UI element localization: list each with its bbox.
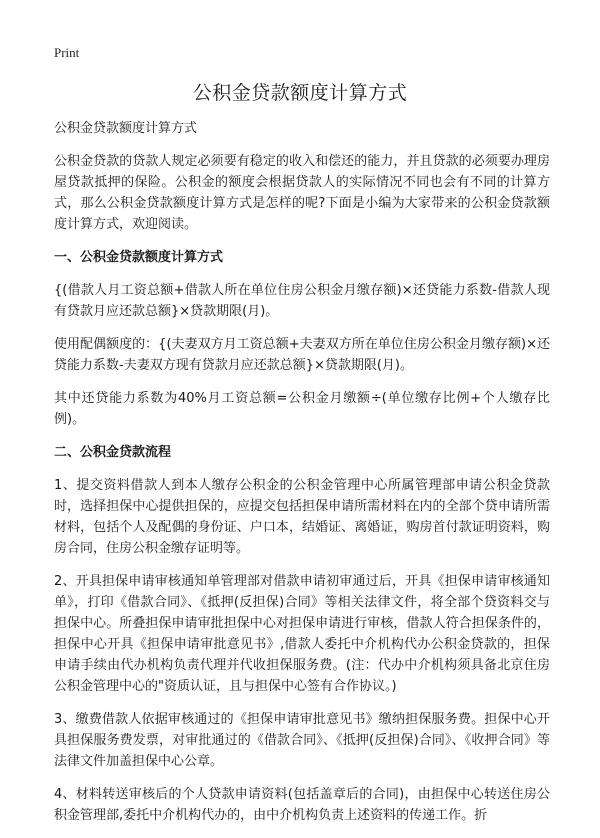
print-link[interactable]: Print bbox=[54, 45, 80, 60]
page-title: 公积金贷款额度计算方式 bbox=[192, 82, 408, 104]
spouse-formula-paragraph: 使用配偶额度的：{(夫妻双方月工资总额+夫妻双方所在单位住房公积金月缴存额)×还贷能力系数-夫妻双方现有贷款月应还款总额}×贷款期限(月)。 bbox=[54, 337, 550, 373]
intro-paragraph: 公积金贷款的贷款人规定必须要有稳定的收入和偿还的能力，并且贷款的必须要办理房屋贷款抵押的保险。公积金的额度会根据贷款人的实际情况不同也会有不同的计算方式，那么公积金贷款额度计算方式是怎样的呢?下面是小编为大家带来的公积金贷款额度计算方式，欢迎阅读。 bbox=[54, 154, 550, 232]
section-heading-calculation: 一、公积金贷款额度计算方式 bbox=[54, 250, 224, 265]
formula-paragraph: {(借款人月工资总额+借款人所在单位住房公积金月缴存额)×还贷能力系数-借款人现有贷款月应还款总额}×贷款期限(月)。 bbox=[54, 283, 550, 319]
article-subtitle: 公积金贷款额度计算方式 bbox=[54, 121, 198, 136]
process-step-4: 4、材料转送审核后的个人贷款申请资料(包括盖章后的合同)，由担保中心转送住房公积金管理部,委托中介机构代办的，由中介机构负责上述资料的传递工作。折 bbox=[54, 787, 550, 823]
section-heading-process: 二、公积金贷款流程 bbox=[54, 445, 172, 460]
process-step-1: 1、提交资料借款人到本人缴存公积金的公积金管理中心所属管理部申请公积金贷款时，选择担保中心提供担保的，应提交包括担保申请所需材料在内的全部个贷申请所需材料，包括个人及配偶的身份证、户口本，结婚证、离婚证，购房首付款证明资料，购房合同，住房公积金缴存证明等。 bbox=[54, 478, 550, 556]
coefficient-paragraph: 其中还贷能力系数为40%月工资总额=公积金月缴额÷(单位缴存比例+个人缴存比例)。 bbox=[54, 391, 550, 427]
process-step-2: 2、开具担保申请审核通知单管理部对借款申请初审通过后，开具《担保申请审核通知单》，打印《借款合同》、《抵押(反担保)合同》等相关法律文件，将全部个贷资料交与担保中心。所叠担保申请审批担保中心对担保申请进行审核，借款人符合担保条件的，担保中心开具《担保申请审批意见书》,借款人委托中介机构代办公积金贷款的，担保申请手续由代办机构负责代理并代收担保服务费。(注：代办中介机构须具备北京住房公积金管理中心的"资质认证，且与担保中心签有合作协议。) bbox=[54, 574, 550, 694]
article-body bbox=[54, 118, 550, 838]
process-step-3: 3、缴费借款人依据审核通过的《担保申请审批意见书》缴纳担保服务费。担保中心开具担保服务费发票，对审批通过的《借款合同》、《抵押(反担保)合同》、《收押合同》等法律文件加盖担保中心公章。 bbox=[54, 712, 550, 769]
